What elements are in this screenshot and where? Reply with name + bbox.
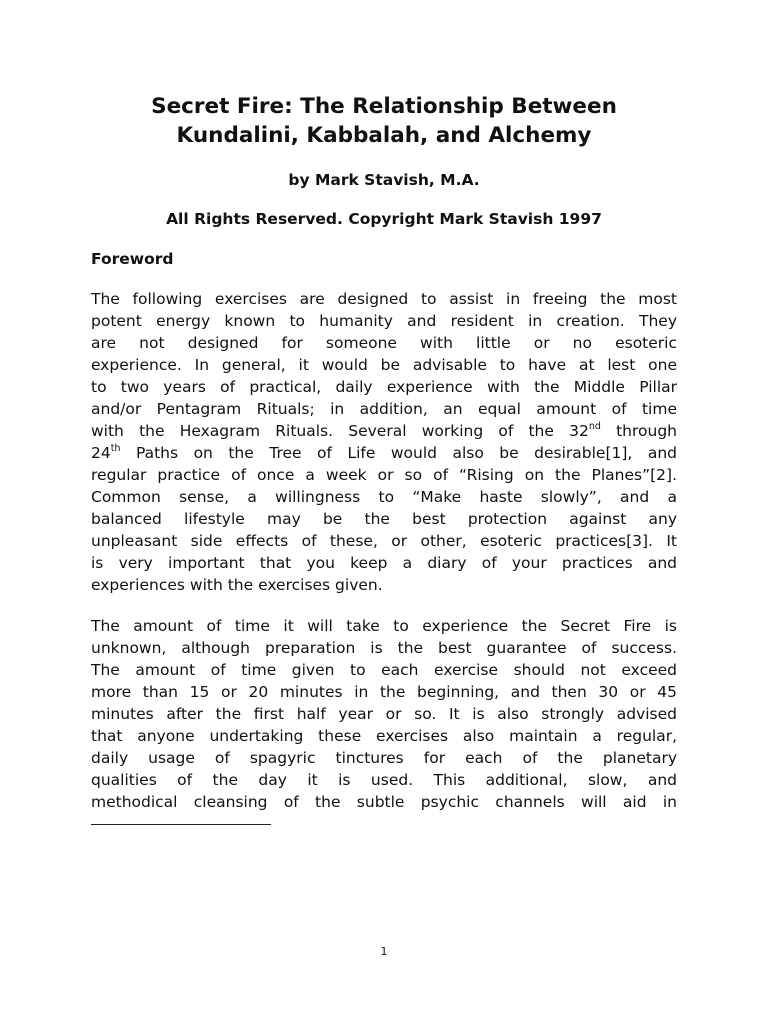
title-line: Secret Fire: The Relationship Between [151,94,617,119]
text-run: Paths on the Tree of Life would also be desirable[1], and [120,444,677,462]
text-line: are not designed for someone with little or no esoteric [91,334,677,352]
text-line: to two years of practical, daily experience with the Middle Pillar [91,378,677,396]
ordinal-suffix: nd [588,421,601,432]
text-line: methodical cleansing of the subtle psychic channels will aid in [91,793,677,811]
copyright-notice: All Rights Reserved. Copyright Mark Stavish 1997 [166,210,602,228]
text-line: balanced lifestyle may be the best protection against any [91,510,677,528]
text-line: experiences with the exercises given. [91,576,383,594]
footnote-separator [91,824,271,825]
text-line [91,442,677,464]
paragraph-foreword [91,288,677,596]
ordinal-suffix: th [110,443,121,454]
text-line: experience. In general, it would be advisable to have at lest one [91,356,677,374]
text-line: unknown, although preparation is the best guarantee of success. [91,639,677,657]
text-line: qualities of the day it is used. This additional, slow, and [91,771,677,789]
paragraph-preparation [91,615,677,813]
page-number: 1 [380,945,388,958]
text-line: daily usage of spagyric tinctures for each of the planetary [91,749,677,767]
text-line: The amount of time it will take to experience the Secret Fire is [91,617,677,635]
author-byline: by Mark Stavish, M.A. [288,171,480,189]
text-line: The following exercises are designed to assist in freeing the most [91,290,677,308]
text-line: is very important that you keep a diary of your practices and [91,554,677,572]
text-line: unpleasant side effects of these, or other, esoteric practices[3]. It [91,532,677,550]
text-line: that anyone undertaking these exercises also maintain a regular, [91,727,677,745]
text-line: potent energy known to humanity and resident in creation. They [91,312,677,330]
text-line: minutes after the first half year or so. It is also strongly advised [91,705,677,723]
title-line: Kundalini, Kabbalah, and Alchemy [176,123,592,148]
text-line: regular practice of once a week or so of “Rising on the Planes”[2]. [91,466,677,484]
text-run: 24 [91,444,111,462]
text-line: more than 15 or 20 minutes in the beginning, and then 30 or 45 [91,683,677,701]
text-run: with the Hexagram Rituals. Several working of the 32 [91,422,589,440]
text-line: and/or Pentagram Rituals; in addition, an equal amount of time [91,400,677,418]
text-line: Common sense, a willingness to “Make haste slowly”, and a [91,488,677,506]
text-line [91,420,677,442]
document-title [60,92,708,150]
text-run: through [600,422,677,440]
section-heading: Foreword [91,250,174,268]
text-line: The amount of time given to each exercise should not exceed [91,661,677,679]
